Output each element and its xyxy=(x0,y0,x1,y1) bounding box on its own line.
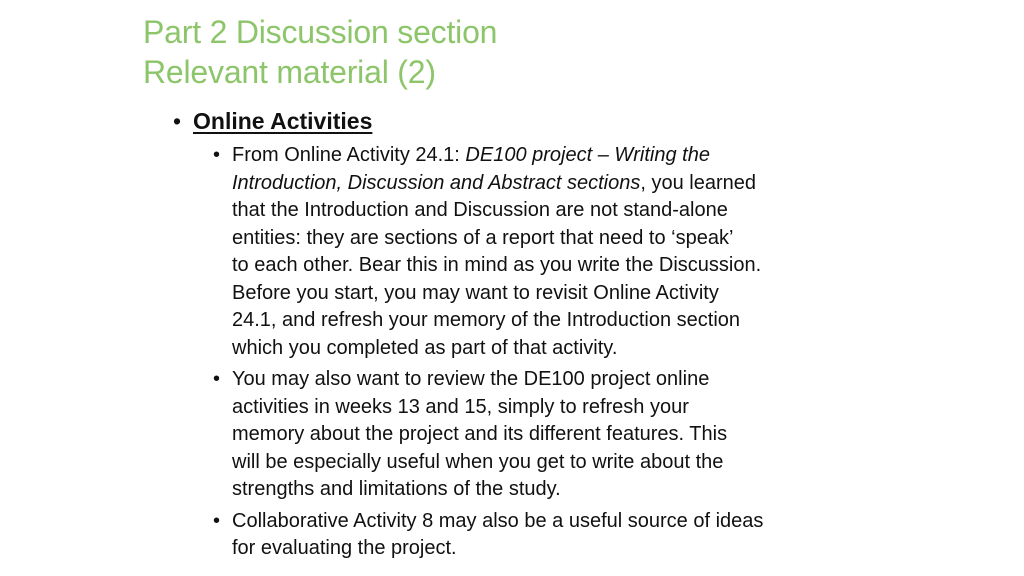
text-line: Before you start, you may want to revisit Online Activity xyxy=(232,281,719,304)
text-line: activities in weeks 13 and 15, simply to refresh your xyxy=(232,395,689,418)
italic-text-run: DE100 project – Writing the xyxy=(465,144,710,166)
text-line: will be especially useful when you get to write about the xyxy=(232,450,724,473)
text-line xyxy=(232,142,852,170)
slide-body xyxy=(173,106,873,567)
text-line: 24.1, and refresh your memory of the Introduction section xyxy=(232,309,741,331)
bullet-icon: • xyxy=(213,509,221,532)
text-run: , you learned xyxy=(640,171,756,194)
slide-title xyxy=(143,12,963,92)
bullet-icon: • xyxy=(213,144,221,166)
text-run: From Online Activity 24.1: xyxy=(232,144,466,166)
text-line: to each other. Bear this in mind as you write the Discussion. xyxy=(232,254,762,276)
bullet-icon: • xyxy=(213,368,221,390)
slide-title-line-1: Part 2 Discussion section xyxy=(143,14,498,50)
bullet-icon: • xyxy=(173,108,182,134)
text-line: You may also want to review the DE100 project online xyxy=(232,368,710,390)
section-heading: Online Activities xyxy=(193,108,373,134)
slide-title-line-2: Relevant material (2) xyxy=(143,54,436,90)
bullet-list xyxy=(173,142,873,563)
text-line: memory about the project and its different features. This xyxy=(232,423,728,445)
text-line xyxy=(232,170,852,198)
list-item-online-activity-24-1 xyxy=(213,142,852,362)
italic-text-run: Introduction, Discussion and Abstract sections xyxy=(232,171,641,194)
section-online-activities xyxy=(173,106,873,136)
text-line: strengths and limitations of the study. xyxy=(232,478,561,500)
text-line: that the Introduction and Discussion are not stand-alone xyxy=(232,199,728,221)
text-line: entities: they are sections of a report that need to ‘speak’ xyxy=(232,226,734,249)
list-item-collaborative-activity-8 xyxy=(213,508,852,563)
list-item-project-online-activities xyxy=(213,366,852,504)
text-line: Collaborative Activity 8 may also be a useful source of ideas xyxy=(232,509,764,532)
text-line: which you completed as part of that activity. xyxy=(232,336,618,359)
text-line: for evaluating the project. xyxy=(232,537,457,559)
